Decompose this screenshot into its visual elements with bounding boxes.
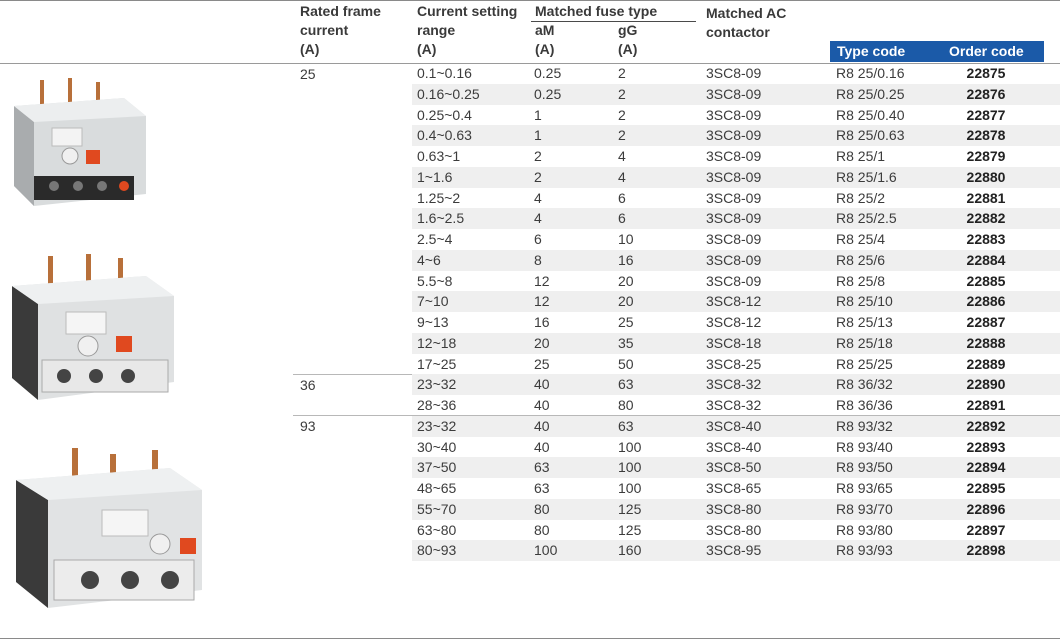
- type-code-cell: R8 25/13: [836, 314, 893, 330]
- table-row: [412, 499, 1060, 520]
- am-cell: 8: [534, 251, 542, 268]
- am-cell: 20: [534, 334, 550, 351]
- table-row: [412, 437, 1060, 458]
- order-code-cell: 22878: [966, 127, 1006, 144]
- type-code-cell: R8 25/0.16: [836, 65, 905, 81]
- header-fuse-type: Matched fuse type: [535, 3, 658, 19]
- order-code-cell: 22880: [966, 168, 1006, 185]
- gg-cell: 2: [618, 127, 626, 144]
- range-cell: 55~70: [417, 500, 457, 517]
- type-code-cell: R8 25/2: [836, 189, 886, 206]
- bottom-rule: [0, 638, 1060, 639]
- order-code-cell: 22889: [966, 355, 1006, 372]
- am-cell: 16: [534, 314, 550, 330]
- table-row: [412, 395, 1060, 416]
- table-row: [412, 333, 1060, 354]
- range-cell: 0.63~1: [417, 148, 461, 164]
- range-cell: 2.5~4: [417, 231, 453, 247]
- type-code-cell: R8 25/0.63: [836, 127, 905, 144]
- table-row: [412, 478, 1060, 499]
- table-row: [412, 229, 1060, 250]
- header-gg: gG (A): [618, 22, 638, 57]
- type-code-cell: R8 25/4: [836, 231, 886, 247]
- gg-cell: 63: [618, 376, 634, 393]
- type-code-cell: R8 25/25: [836, 355, 893, 372]
- gg-cell: 160: [618, 542, 642, 559]
- order-code-cell: 22892: [966, 417, 1006, 434]
- am-cell: 4: [534, 210, 542, 227]
- range-cell: 0.16~0.25: [417, 85, 480, 102]
- am-cell: 0.25: [534, 85, 562, 102]
- am-cell: 40: [534, 376, 550, 393]
- ac-contactor-cell: 3SC8-09: [706, 65, 762, 81]
- am-cell: 40: [534, 438, 550, 455]
- ac-contactor-cell: 3SC8-09: [706, 168, 762, 185]
- order-code-cell: 22894: [966, 459, 1006, 476]
- am-cell: 6: [534, 231, 542, 247]
- type-code-cell: R8 93/70: [836, 500, 893, 517]
- order-code-cell: 22891: [966, 397, 1006, 413]
- relay-36-photo: [4, 250, 184, 410]
- type-code-cell: R8 36/36: [836, 397, 893, 413]
- type-code-cell: R8 25/1: [836, 148, 886, 164]
- order-code-cell: 22898: [966, 542, 1006, 559]
- ac-contactor-cell: 3SC8-40: [706, 417, 762, 434]
- table-row: [412, 354, 1060, 375]
- range-cell: 0.4~0.63: [417, 127, 472, 144]
- order-code-cell: 22881: [966, 189, 1006, 206]
- order-code-cell: 22883: [966, 231, 1006, 247]
- order-code-cell: 22876: [966, 85, 1006, 102]
- gg-cell: 6: [618, 210, 626, 227]
- gg-cell: 2: [618, 65, 626, 81]
- range-cell: 5.5~8: [417, 272, 453, 289]
- range-cell: 0.1~0.16: [417, 65, 472, 81]
- table-row: [412, 188, 1060, 209]
- ac-contactor-cell: 3SC8-32: [706, 397, 762, 413]
- table-row: [412, 105, 1060, 126]
- range-cell: 9~13: [417, 314, 449, 330]
- order-code-cell: 22884: [966, 251, 1006, 268]
- type-code-cell: R8 25/0.25: [836, 85, 905, 102]
- order-code-cell: 22875: [966, 65, 1006, 81]
- am-cell: 63: [534, 459, 550, 476]
- type-code-cell: R8 25/0.40: [836, 106, 905, 123]
- am-cell: 100: [534, 542, 558, 559]
- ac-contactor-cell: 3SC8-09: [706, 272, 762, 289]
- am-cell: 12: [534, 293, 550, 310]
- range-cell: 12~18: [417, 334, 457, 351]
- type-code-cell: R8 25/8: [836, 272, 886, 289]
- header-current-setting: Current setting range (A): [417, 3, 518, 57]
- gg-cell: 100: [618, 438, 642, 455]
- am-cell: 80: [534, 521, 550, 538]
- header-am: aM (A): [535, 22, 555, 57]
- am-cell: 25: [534, 355, 550, 372]
- ac-contactor-cell: 3SC8-09: [706, 231, 762, 247]
- ac-contactor-cell: 3SC8-25: [706, 355, 762, 372]
- table-row: [412, 520, 1060, 541]
- ac-contactor-cell: 3SC8-12: [706, 293, 762, 310]
- gg-cell: 63: [618, 417, 634, 434]
- am-cell: 63: [534, 480, 550, 496]
- am-cell: 0.25: [534, 65, 562, 81]
- ac-contactor-cell: 3SC8-18: [706, 334, 762, 351]
- gg-cell: 125: [618, 521, 642, 538]
- ac-contactor-cell: 3SC8-09: [706, 189, 762, 206]
- gg-cell: 16: [618, 251, 634, 268]
- range-cell: 7~10: [417, 293, 449, 310]
- table-row: [412, 416, 1060, 437]
- gg-cell: 100: [618, 459, 642, 476]
- relay-25-photo: [6, 76, 156, 214]
- gg-cell: 100: [618, 480, 642, 496]
- range-cell: 23~32: [417, 376, 457, 393]
- range-cell: 28~36: [417, 397, 457, 413]
- fuse-header-rule: [531, 21, 696, 22]
- gg-cell: 6: [618, 189, 626, 206]
- ac-contactor-cell: 3SC8-09: [706, 210, 762, 227]
- gg-cell: 4: [618, 148, 626, 164]
- table-row: [412, 125, 1060, 146]
- range-cell: 4~6: [417, 251, 441, 268]
- table-row: [412, 146, 1060, 167]
- table-row: [412, 374, 1060, 395]
- am-cell: 1: [534, 106, 542, 123]
- relay-93-photo: [10, 440, 210, 615]
- ac-contactor-cell: 3SC8-80: [706, 521, 762, 538]
- table-row: [412, 250, 1060, 271]
- range-cell: 1.25~2: [417, 189, 461, 206]
- table-row: [412, 208, 1060, 229]
- am-cell: 2: [534, 148, 542, 164]
- am-cell: 4: [534, 189, 542, 206]
- gg-cell: 35: [618, 334, 634, 351]
- type-code-cell: R8 25/6: [836, 251, 886, 268]
- frame-label-93: 93: [300, 418, 316, 434]
- range-cell: 37~50: [417, 459, 457, 476]
- type-code-cell: R8 93/50: [836, 459, 893, 476]
- am-cell: 40: [534, 397, 550, 413]
- order-code-cell: 22885: [966, 272, 1006, 289]
- header-ac-contactor: Matched AC contactor: [706, 5, 787, 40]
- range-cell: 63~80: [417, 521, 457, 538]
- ac-contactor-cell: 3SC8-95: [706, 542, 762, 559]
- order-code-cell: 22895: [966, 480, 1006, 496]
- type-code-cell: R8 25/10: [836, 293, 893, 310]
- type-code-cell: R8 93/80: [836, 521, 893, 538]
- range-cell: 0.25~0.4: [417, 106, 472, 123]
- gg-cell: 2: [618, 85, 626, 102]
- range-cell: 80~93: [417, 542, 457, 559]
- table-row: [412, 312, 1060, 333]
- order-code-cell: 22888: [966, 334, 1006, 351]
- order-code-cell: 22879: [966, 148, 1006, 164]
- frame-label-36: 36: [300, 377, 316, 393]
- frame-label-25: 25: [300, 66, 316, 82]
- header-type-code: Type code: [837, 43, 906, 59]
- table-row: [412, 63, 1060, 84]
- am-cell: 80: [534, 500, 550, 517]
- top-rule: [0, 0, 1060, 1]
- gg-cell: 20: [618, 293, 634, 310]
- order-code-cell: 22893: [966, 438, 1006, 455]
- ac-contactor-cell: 3SC8-09: [706, 85, 762, 102]
- type-code-cell: R8 25/18: [836, 334, 893, 351]
- table-row: [412, 271, 1060, 292]
- type-code-cell: R8 93/32: [836, 417, 893, 434]
- range-cell: 1~1.6: [417, 168, 453, 185]
- am-cell: 12: [534, 272, 550, 289]
- type-code-cell: R8 25/2.5: [836, 210, 897, 227]
- gg-cell: 25: [618, 314, 634, 330]
- ac-contactor-cell: 3SC8-09: [706, 251, 762, 268]
- header-rated-frame: Rated frame current (A): [300, 3, 381, 57]
- gg-cell: 20: [618, 272, 634, 289]
- order-code-cell: 22877: [966, 106, 1006, 123]
- gg-cell: 10: [618, 231, 634, 247]
- range-cell: 1.6~2.5: [417, 210, 465, 227]
- table-row: [412, 84, 1060, 105]
- gg-cell: 125: [618, 500, 642, 517]
- range-cell: 48~65: [417, 480, 457, 496]
- am-cell: 2: [534, 168, 542, 185]
- ac-contactor-cell: 3SC8-65: [706, 480, 762, 496]
- ac-contactor-cell: 3SC8-80: [706, 500, 762, 517]
- ac-contactor-cell: 3SC8-09: [706, 106, 762, 123]
- gg-cell: 2: [618, 106, 626, 123]
- ac-contactor-cell: 3SC8-50: [706, 459, 762, 476]
- type-code-cell: R8 25/1.6: [836, 168, 897, 185]
- range-cell: 17~25: [417, 355, 457, 372]
- gg-cell: 50: [618, 355, 634, 372]
- ac-contactor-cell: 3SC8-12: [706, 314, 762, 330]
- ac-contactor-cell: 3SC8-09: [706, 127, 762, 144]
- table-row: [412, 291, 1060, 312]
- table-row: [412, 540, 1060, 561]
- gg-cell: 4: [618, 168, 626, 185]
- order-code-cell: 22897: [966, 521, 1006, 538]
- range-cell: 23~32: [417, 417, 457, 434]
- order-code-cell: 22896: [966, 500, 1006, 517]
- ac-contactor-cell: 3SC8-40: [706, 438, 762, 455]
- header-order-code: Order code: [949, 43, 1024, 59]
- am-cell: 1: [534, 127, 542, 144]
- gg-cell: 80: [618, 397, 634, 413]
- am-cell: 40: [534, 417, 550, 434]
- type-code-cell: R8 93/40: [836, 438, 893, 455]
- type-code-cell: R8 93/65: [836, 480, 893, 496]
- range-cell: 30~40: [417, 438, 457, 455]
- order-code-cell: 22890: [966, 376, 1006, 393]
- table-row: [412, 167, 1060, 188]
- order-code-cell: 22886: [966, 293, 1006, 310]
- ac-contactor-cell: 3SC8-09: [706, 148, 762, 164]
- type-code-cell: R8 36/32: [836, 376, 893, 393]
- order-code-cell: 22882: [966, 210, 1006, 227]
- order-code-cell: 22887: [966, 314, 1006, 330]
- ac-contactor-cell: 3SC8-32: [706, 376, 762, 393]
- type-code-cell: R8 93/93: [836, 542, 893, 559]
- table-row: [412, 457, 1060, 478]
